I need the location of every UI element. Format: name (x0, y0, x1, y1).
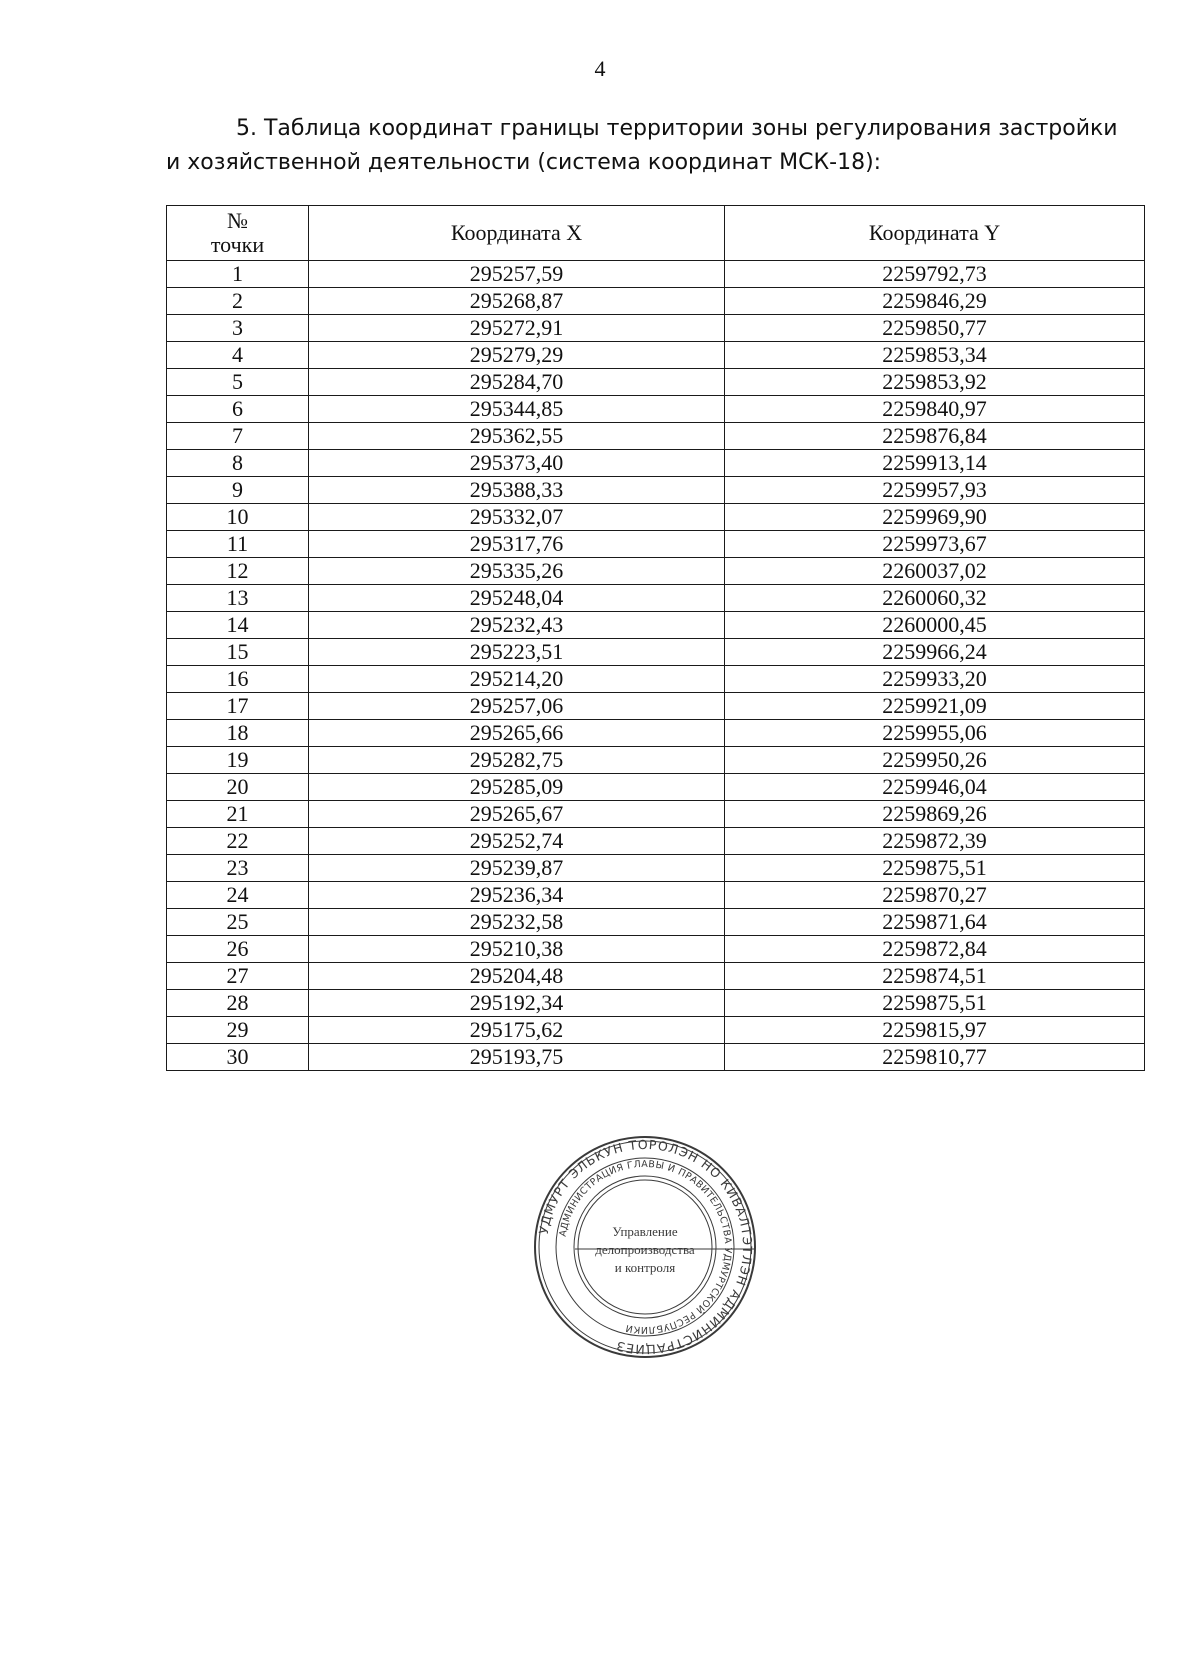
cell-coordinate-y: 2259850,77 (725, 315, 1145, 342)
table-header-row (167, 206, 1145, 261)
cell-coordinate-y: 2259946,04 (725, 774, 1145, 801)
cell-coordinate-y: 2259933,20 (725, 666, 1145, 693)
cell-point-number: 18 (167, 720, 309, 747)
cell-point-number: 4 (167, 342, 309, 369)
cell-coordinate-y: 2259957,93 (725, 477, 1145, 504)
header-number-sign: № (227, 208, 248, 233)
cell-point-number: 3 (167, 315, 309, 342)
cell-coordinate-x: 295388,33 (309, 477, 725, 504)
table-row (167, 720, 1145, 747)
table-row (167, 828, 1145, 855)
cell-point-number: 10 (167, 504, 309, 531)
table-row (167, 261, 1145, 288)
cell-coordinate-y: 2259871,64 (725, 909, 1145, 936)
section-heading (166, 112, 1146, 180)
table-row (167, 909, 1145, 936)
cell-coordinate-x: 295175,62 (309, 1017, 725, 1044)
cell-coordinate-y: 2259810,77 (725, 1044, 1145, 1071)
cell-coordinate-y: 2259869,26 (725, 801, 1145, 828)
table-row (167, 558, 1145, 585)
cell-coordinate-y: 2260000,45 (725, 612, 1145, 639)
cell-coordinate-y: 2259874,51 (725, 963, 1145, 990)
cell-coordinate-x: 295204,48 (309, 963, 725, 990)
seal-center-line-2: делопроизводства (595, 1242, 695, 1257)
cell-point-number: 14 (167, 612, 309, 639)
table-row (167, 747, 1145, 774)
table-row (167, 666, 1145, 693)
table-row (167, 585, 1145, 612)
cell-point-number: 19 (167, 747, 309, 774)
table-row (167, 315, 1145, 342)
cell-coordinate-x: 295257,06 (309, 693, 725, 720)
cell-coordinate-x: 295344,85 (309, 396, 725, 423)
table-row (167, 855, 1145, 882)
cell-point-number: 2 (167, 288, 309, 315)
table-row (167, 936, 1145, 963)
cell-coordinate-x: 295214,20 (309, 666, 725, 693)
cell-coordinate-y: 2259815,97 (725, 1017, 1145, 1044)
header-coordinate-x: Координата X (309, 206, 725, 261)
table-row (167, 531, 1145, 558)
cell-coordinate-y: 2259853,34 (725, 342, 1145, 369)
cell-coordinate-y: 2259950,26 (725, 747, 1145, 774)
header-coordinate-y: Координата Y (725, 206, 1145, 261)
table-row (167, 882, 1145, 909)
table-row (167, 477, 1145, 504)
heading-line-2: и хозяйственной деятельности (система координат МСК-18): (166, 150, 882, 175)
cell-point-number: 5 (167, 369, 309, 396)
cell-coordinate-y: 2259913,14 (725, 450, 1145, 477)
cell-coordinate-y: 2259875,51 (725, 990, 1145, 1017)
table-row (167, 342, 1145, 369)
table-row (167, 369, 1145, 396)
cell-point-number: 28 (167, 990, 309, 1017)
table-row (167, 288, 1145, 315)
cell-coordinate-x: 295362,55 (309, 423, 725, 450)
cell-point-number: 15 (167, 639, 309, 666)
table-row (167, 423, 1145, 450)
cell-coordinate-y: 2259840,97 (725, 396, 1145, 423)
cell-coordinate-x: 295282,75 (309, 747, 725, 774)
official-seal (530, 1132, 760, 1362)
cell-coordinate-y: 2259872,39 (725, 828, 1145, 855)
cell-coordinate-y: 2260037,02 (725, 558, 1145, 585)
header-point-word: точки (210, 232, 265, 257)
cell-coordinate-x: 295335,26 (309, 558, 725, 585)
table-row (167, 1044, 1145, 1071)
cell-point-number: 16 (167, 666, 309, 693)
cell-coordinate-x: 295279,29 (309, 342, 725, 369)
cell-coordinate-y: 2259853,92 (725, 369, 1145, 396)
cell-coordinate-y: 2260060,32 (725, 585, 1145, 612)
cell-coordinate-x: 295265,67 (309, 801, 725, 828)
cell-point-number: 20 (167, 774, 309, 801)
cell-coordinate-x: 295193,75 (309, 1044, 725, 1071)
cell-coordinate-y: 2259921,09 (725, 693, 1145, 720)
seal-graphic (530, 1132, 760, 1362)
cell-point-number: 7 (167, 423, 309, 450)
cell-coordinate-x: 295332,07 (309, 504, 725, 531)
cell-coordinate-x: 295257,59 (309, 261, 725, 288)
cell-coordinate-x: 295232,58 (309, 909, 725, 936)
table-row (167, 990, 1145, 1017)
table-row (167, 450, 1145, 477)
cell-point-number: 11 (167, 531, 309, 558)
cell-coordinate-y: 2259846,29 (725, 288, 1145, 315)
table-row (167, 396, 1145, 423)
cell-point-number: 30 (167, 1044, 309, 1071)
cell-coordinate-y: 2259955,06 (725, 720, 1145, 747)
cell-point-number: 27 (167, 963, 309, 990)
cell-coordinate-x: 295285,09 (309, 774, 725, 801)
cell-point-number: 6 (167, 396, 309, 423)
cell-coordinate-y: 2259870,27 (725, 882, 1145, 909)
cell-coordinate-y: 2259872,84 (725, 936, 1145, 963)
seal-center-line-1: Управление (612, 1224, 678, 1239)
cell-point-number: 17 (167, 693, 309, 720)
cell-coordinate-x: 295317,76 (309, 531, 725, 558)
cell-coordinate-x: 295248,04 (309, 585, 725, 612)
cell-coordinate-x: 295252,74 (309, 828, 725, 855)
cell-coordinate-y: 2259792,73 (725, 261, 1145, 288)
cell-point-number: 26 (167, 936, 309, 963)
cell-point-number: 24 (167, 882, 309, 909)
cell-coordinate-y: 2259966,24 (725, 639, 1145, 666)
cell-point-number: 8 (167, 450, 309, 477)
cell-point-number: 1 (167, 261, 309, 288)
cell-point-number: 23 (167, 855, 309, 882)
header-point-number (167, 206, 309, 261)
cell-coordinate-x: 295232,43 (309, 612, 725, 639)
cell-point-number: 22 (167, 828, 309, 855)
cell-point-number: 9 (167, 477, 309, 504)
cell-point-number: 12 (167, 558, 309, 585)
cell-coordinate-x: 295265,66 (309, 720, 725, 747)
coordinates-table (166, 205, 1145, 1071)
cell-coordinate-y: 2259876,84 (725, 423, 1145, 450)
cell-coordinate-x: 295284,70 (309, 369, 725, 396)
cell-coordinate-x: 295192,34 (309, 990, 725, 1017)
page-number: 4 (594, 56, 606, 81)
heading-line-1: 5. Таблица координат границы территории зоны регулирования застройки (236, 116, 1118, 141)
cell-coordinate-x: 295272,91 (309, 315, 725, 342)
table-row (167, 612, 1145, 639)
table-row (167, 693, 1145, 720)
cell-coordinate-x: 295268,87 (309, 288, 725, 315)
cell-coordinate-x: 295210,38 (309, 936, 725, 963)
table-row (167, 963, 1145, 990)
table-row (167, 1017, 1145, 1044)
table-row (167, 774, 1145, 801)
cell-coordinate-y: 2259973,67 (725, 531, 1145, 558)
cell-coordinate-x: 295236,34 (309, 882, 725, 909)
cell-coordinate-y: 2259969,90 (725, 504, 1145, 531)
table-row (167, 801, 1145, 828)
cell-coordinate-x: 295223,51 (309, 639, 725, 666)
table-row (167, 639, 1145, 666)
seal-center-line-3: и контроля (614, 1260, 676, 1275)
seal-inner-text: АДМИНИСТРАЦИЯ ГЛАВЫ И ПРАВИТЕЛЬСТВА УДМУРТСКОЙ РЕСПУБЛИКИ (557, 1158, 734, 1336)
cell-point-number: 29 (167, 1017, 309, 1044)
cell-point-number: 25 (167, 909, 309, 936)
cell-coordinate-y: 2259875,51 (725, 855, 1145, 882)
cell-coordinate-x: 295239,87 (309, 855, 725, 882)
cell-coordinate-x: 295373,40 (309, 450, 725, 477)
seal-outer-text: УДМУРТ ЭЛЬКУН ТОРОЛЭН НО КИВАЛТЭТЛЭН АДМИНИСТРАЦИЕЗ (535, 1136, 756, 1358)
cell-point-number: 21 (167, 801, 309, 828)
table-row (167, 504, 1145, 531)
cell-point-number: 13 (167, 585, 309, 612)
